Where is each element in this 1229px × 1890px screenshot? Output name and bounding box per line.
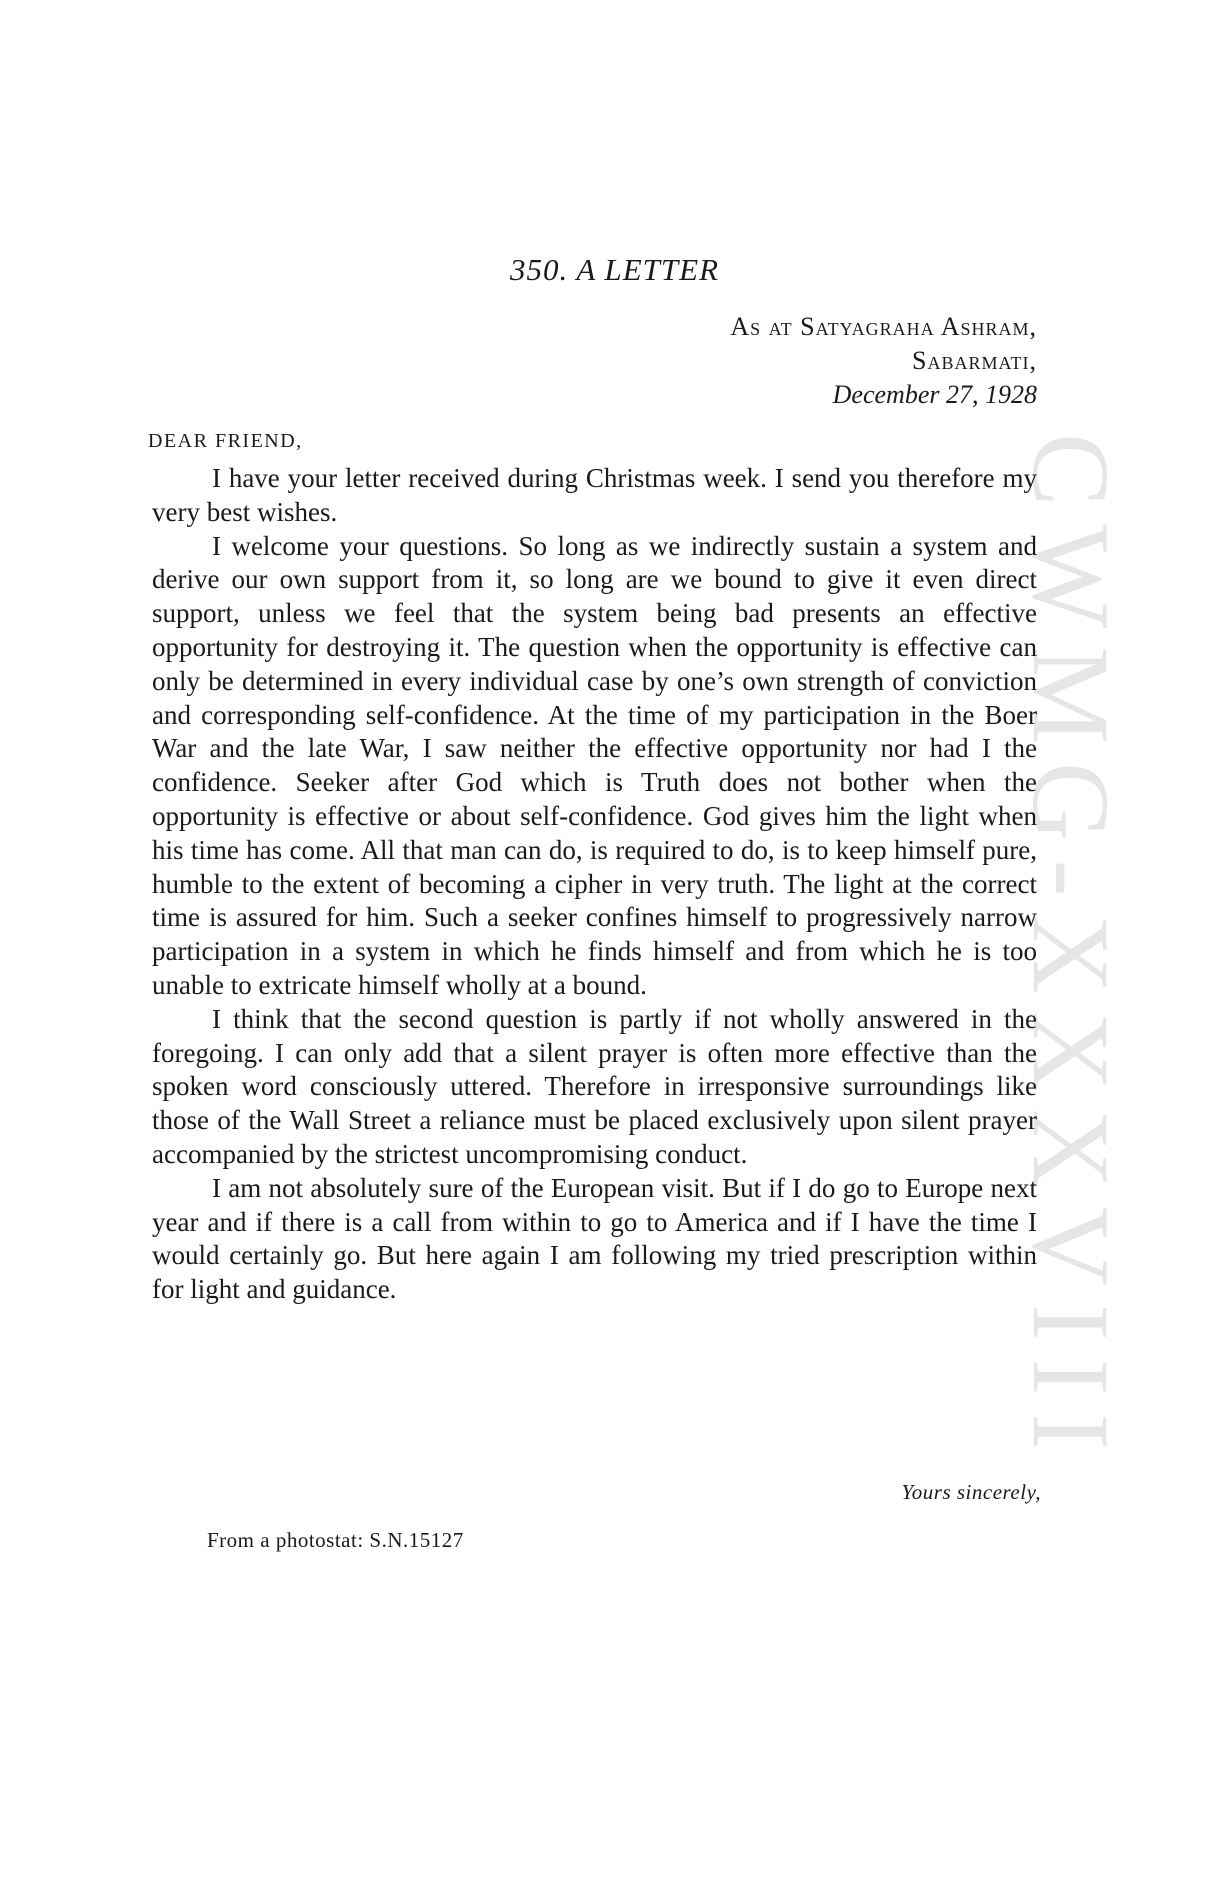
letter-title: 350. A LETTER bbox=[509, 252, 720, 287]
closing: Yours sincerely, bbox=[901, 1480, 1041, 1504]
letter-body bbox=[152, 462, 1037, 1307]
paragraph-3: I think that the second question is partly if not wholly answered in the foregoing. I can only add that a silent prayer is often more effective than the spoken word consciously uttered. Therefore in irresponsive surroundings like those of the Wall Street a reliance must be placed exclusively upon silent prayer accompanied by the strictest uncompromising conduct. bbox=[152, 1003, 1037, 1169]
watermark-text: CWMG-XXXVIII bbox=[1009, 432, 1132, 1468]
paragraph-2: I welcome your questions. So long as we indirectly sustain a system and derive our own support from it, so long are we bound to give it even direct support, unless we feel that the system being bad presents an effective opportunity for destroying it. The question when the opportunity is effective can only be determined in every individual case by one’s own strength of conviction and corresponding self-confidence. At the time of my participation in the Boer War and the late War, I saw neither the effective opportunity nor had I the confidence. Seeker after God which is Truth does not bother when the opportunity is effective or about self-confidence. God gives him the light when his time has come. All that man can do, is required to do, is to keep himself pure, humble to the extent of becoming a cipher in very truth. The light at the correct time is assured for him. Such a seeker confines himself to progressively narrow participation in a system in which he finds himself and from which he is too unable to extricate himself wholly at a bound. bbox=[152, 530, 1037, 1000]
paragraph-1: I have your letter received during Christmas week. I send you therefore my very best wishes. bbox=[152, 463, 1037, 527]
paragraph-4: I am not absolutely sure of the European visit. But if I do go to Europe next year and if there is a call from within to go to America and if I have the time I would certainly go. But here again I am following my tried prescription within for light and guidance. bbox=[152, 1172, 1037, 1305]
salutation: DEAR FRIEND, bbox=[148, 430, 303, 452]
address-line-ashram: As at Satyagraha Ashram, bbox=[730, 312, 1037, 341]
letter-date: December 27, 1928 bbox=[832, 380, 1037, 409]
source-note: From a photostat: S.N.15127 bbox=[207, 1528, 464, 1552]
address-line-place: Sabarmati, bbox=[912, 346, 1037, 375]
address-block bbox=[730, 310, 1037, 412]
